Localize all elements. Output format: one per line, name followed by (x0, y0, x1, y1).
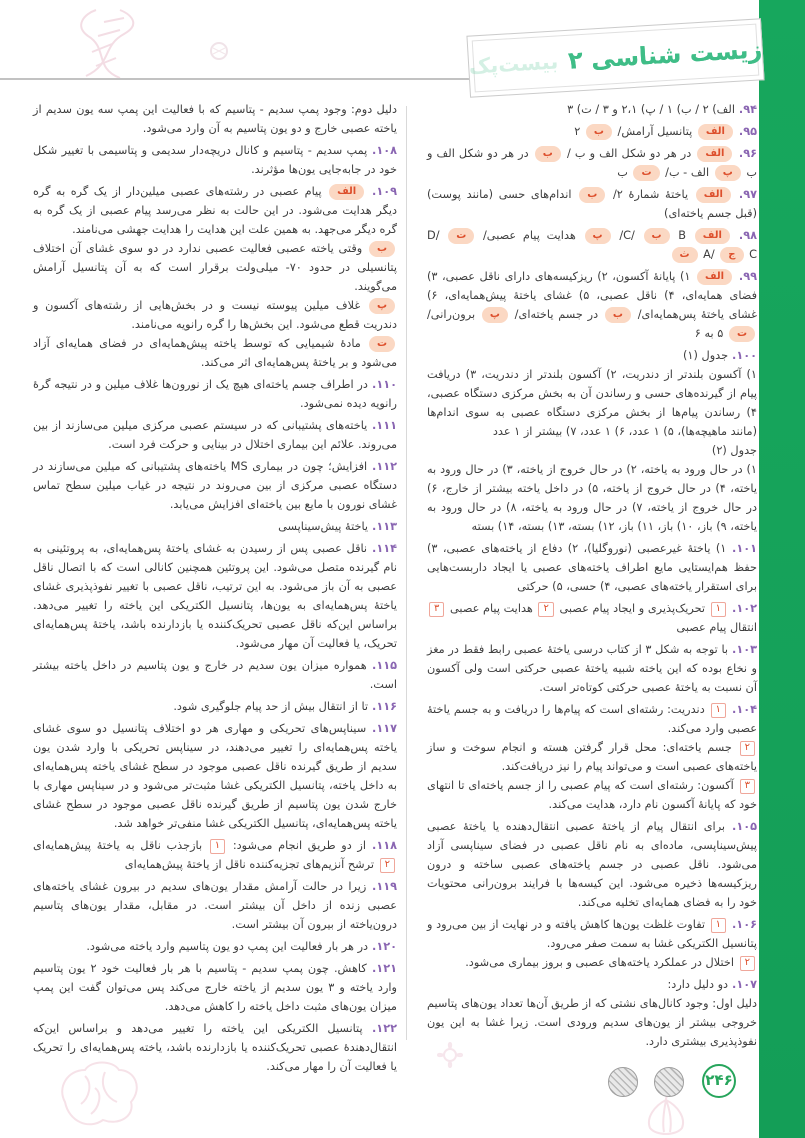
answer-choice-pill: پ (715, 165, 741, 181)
answer-part-box: ۳ (429, 602, 444, 617)
answer-item: ۲ اختلال در عملکرد یاخته‌های عصبی و بروز بیماری می‌شود. (427, 953, 757, 972)
answer-item: ۹۵. الف پتانسیل آرامش/ ب ۲ (574, 125, 757, 138)
answer-item: ۱۱۴. ناقل عصبی پس از رسیدن به غشای یاختهٔ پس‌همایه‌ای، به پروتئینی به نام گیرنده متصل می‌شود. این پروتئین همچنین کانالی است که با اتصال ناقل عصبی به آن باز می‌شود. به این ترتیب، ناقل عصبی با تغییر نفوذپذیری غشای یاختهٔ پس‌همایه‌ای به یون‌ها، پتانسیل الکتریکی این یاخته را تغییر می‌دهد. براساس این‌که ناقل عصبی تحریک‌کننده یا بازدارنده باشد، یاختهٔ پس‌همایه‌ای تحریک، یا فعالیت آن مهار می‌شود. (33, 542, 397, 650)
answer-item: ب وقتی یاخته عصبی فعالیت عصبی ندارد در دو سوی غشای آن اختلاف پتانسیلی در حدود ۷۰- میلی‌ولت برقرار است که به آن پتانسیل آرامش می‌گویند. (33, 242, 397, 293)
answer-item: ۱۰۵. برای انتقال پیام از یاختهٔ عصبی انتقال‌دهنده یا یاختهٔ عصبی پیش‌سیناپسی، ماده‌ای به نام ناقل عصبی در فضای سیناپسی آزاد می‌شود. ناقل عصبی در جسم یاخته‌های عصبی ساخته و درون ریزکیسه‌ها ذخیره می‌شود. این کیسه‌ها با فرایند برون‌رانی محتویات خود را به فضای همایه‌ای تخلیه می‌کند. (427, 820, 757, 909)
item-number: ۱۰۳. (728, 643, 757, 656)
answer-part-box: ۲ (740, 956, 755, 971)
hatched-circle-decoration (654, 1067, 684, 1097)
answer-item: ۹۴. الف) ۲ / ب) ۱ / پ) ۲،۱ و ۳ / ت) ۳ (567, 103, 757, 116)
answer-item: ۱۰۰. جدول (۱) (683, 349, 757, 362)
item-number: ۹۸. (731, 229, 758, 242)
answer-item: ۱۱۰. در اطراف جسم یاخته‌ای هیچ یک از نورون‌ها غلاف میلین و در نتیجه گرهٔ رانویه دیده نمی‌شود. (33, 378, 397, 410)
answer-choice-pill: پ (482, 307, 508, 323)
answer-item: ۱۰۹. الف پیام عصبی در رشته‌های عصبی میلین‌دار از یک گره به گره دیگر هدایت می‌شود. در این حالت به نظر می‌رسد پیام عصبی از یک گره به گره دیگر می‌جهد. به همین علت این هدایت را هدایت جهشی می‌نامند. (33, 185, 397, 236)
answer-item: ۹۷. الف یاختهٔ شمارهٔ ۲/ ب اندام‌های حسی (مانند پوست) (قبل جسم یاخته‌ای) (427, 188, 758, 220)
answer-item: ۱۱۱. یاخته‌های پشتیبانی که در سیستم عصبی مرکزی میلین می‌سازند از بین می‌روند. علائم این بیماری اختلال در بینایی و حرکت فرد است. (33, 419, 397, 451)
answer-item: ۱۲۲. پتانسیل الکتریکی این یاخته را تغییر می‌دهد و براساس این‌که انتقال‌دهندهٔ عصبی تحریک‌کننده یا بازدارنده باشد، یاخته پس‌همایه‌ای را تحریک یا فعالیت آن را مهار می‌کند. (33, 1022, 397, 1073)
answer-choice-pill: الف (695, 228, 730, 244)
answer-choice-pill: ت (369, 336, 395, 352)
answer-choice-pill: ت (448, 228, 474, 244)
answer-choice-pill: ب (605, 307, 631, 323)
answer-part-box: ۲ (380, 858, 395, 873)
answer-item: پ غلاف میلین پیوسته نیست و در بخش‌هایی از رشته‌های آکسون و دندریت قطع می‌شود. این بخش‌ها را گره رانویه می‌نامند. (33, 299, 397, 331)
answer-part-box: ۳ (740, 779, 755, 794)
item-number: ۹۵. (734, 125, 757, 138)
item-number: ۱۱۳. (368, 520, 397, 533)
answer-item: ۱۰۳. با توجه به شکل ۳ از کتاب درسی یاختهٔ عصبی رابط فقط در مغز و نخاع بوده که این یاخته شبیه یاختهٔ عصبی حرکتی است ولی آکسون آن نسبت به یاختهٔ عصبی حرکتی کوتاه‌تر است. (427, 643, 757, 694)
answers-column-left (33, 100, 397, 1076)
green-edge-strip (759, 0, 805, 1138)
logo-faint-text: بیست‌پک (468, 49, 559, 79)
answer-choice-pill: پ (369, 298, 395, 314)
answer-choice-pill: ت (633, 165, 659, 181)
item-number: ۱۰۷. (728, 978, 757, 991)
item-number: ۱۱۵. (366, 659, 397, 672)
page-number-badge: ۲۴۶ (702, 1064, 736, 1098)
item-number: ۱۰۴. (727, 703, 757, 716)
answer-choice-pill: پ (585, 228, 611, 244)
item-number: ۱۱۷. (366, 722, 397, 735)
item-number: ۱۱۱. (367, 419, 397, 432)
answer-choice-pill: الف (329, 184, 364, 200)
answer-item: ۱۱۹. زیرا در حالت آرامش مقدار یون‌های سدیم در بیرون غشای یاخته‌های عصبی زنده از داخل آن بیشتر است. در مقابل، مقدار یون‌های پتاسیم درون‌یاخته از بیرون آن بیشتر است. (33, 880, 397, 931)
answer-part-box: ۱ (711, 703, 726, 718)
answer-choice-pill: ب (586, 124, 612, 140)
answer-item: جدول (۲) (711, 444, 757, 457)
item-number: ۱۰۹. (366, 185, 397, 198)
answer-item: ۱۰۴. ۱ دندریت: رشته‌ای است که پیام‌ها را دریافت و به جسم یاختهٔ عصبی وارد می‌کند. (427, 703, 757, 735)
item-number: ۱۲۱. (366, 962, 397, 975)
answer-choice-pill: الف (697, 146, 732, 162)
answer-item: ۱) آکسون بلندتر از دندریت، ۲) آکسون بلندتر از دندریت، ۳) دریافت پیام از گیرنده‌های حسی و رساندن آن به بخش مرکزی دستگاه عصبی، ۴) رساندن پیام‌ها از بخش مرکزی دستگاه عصبی به سوی اندام‌ها (مانند ماهیچه‌ها)، ۵) ۱ عدد، ۶) ۱ عدد، ۷) بیشتر از ۱ عدد (427, 368, 757, 438)
item-number: ۱۲۰. (368, 940, 397, 953)
answer-item: ۱۲۰. در هر بار فعالیت این پمپ دو یون پتاسیم وارد یاخته می‌شود. (86, 940, 397, 953)
book-logo-frame (468, 24, 763, 93)
answers-column-right (427, 100, 757, 1051)
answer-item: ۱) در حال ورود به یاخته، ۲) در حال خروج از یاخته، ۳) در حال ورود به یاخته، ۴) در حال خروج از یاخته، ۵) در داخل یاخته بیشتر از خارج، ۶) در حال خروج از یاخته، ۷) در حال ورود به یاخته، ۸) در حال ورود به یاخته، ۹) باز، ۱۰) باز، ۱۱) باز، ۱۲) بسته، ۱۳) بسته، ۱۴) بسته (427, 463, 757, 533)
item-number: ۱۱۶. (368, 700, 397, 713)
answer-item: دلیل دوم: وجود پمپ سدیم - پتاسیم که با فعالیت این پمپ سه یون سدیم از یاخته عصبی خارج و دو یون پتاسیم به آن وارد می‌شود. (33, 103, 397, 135)
answer-choice-pill: الف (696, 187, 731, 203)
answer-choice-pill: الف (697, 269, 732, 285)
item-number: ۱۲۲. (362, 1022, 397, 1035)
item-number: ۱۱۴. (367, 542, 397, 555)
item-number: ۱۰۶. (728, 918, 757, 931)
answer-item: ۱۰۱. ۱) یاختهٔ غیرعصبی (نوروگلیا)، ۲) دفاع از یاخته‌های عصبی، ۳) حفظ هم‌ایستایی مایع اطراف یاخته‌های عصبی یا ایجاد داربست‌هایی برای استقرار یاخته‌های عصبی، ۴) حسی، ۵) حرکتی (427, 542, 757, 593)
logo-title-text: زیست شناسی ۲ (567, 35, 763, 75)
answer-item: ۱۱۷. سیناپس‌های تحریکی و مهاری هر دو اختلاف پتانسیل دو سوی غشای یاخته پس‌همایه‌ای را تغییر می‌دهند، در سیناپس تحریکی با وارد شدن یون سدیم از طریق گیرنده ناقل عصبی موجود در سطح غشای یاخته پس‌همایه‌ای به داخل یاخته، پتانسیل الکتریکی غشا مثبت‌تر می‌شود و در سیناپس مهاری با خارج شدن یون پتاسیم از طریق گیرنده ناقل عصبی موجود در سطح غشای یاخته پس‌همایه‌ای، پتانسیل الکتریکی غشا منفی‌تر خواهد شد. (33, 722, 397, 830)
answer-item: ۱۱۵. همواره میزان یون سدیم در خارج و یون پتاسیم در داخل یاخته بیشتر است. (33, 659, 397, 691)
answer-item: ت مادهٔ شیمیایی که توسط یاخته پیش‌همایه‌ای در فضای همایه‌ای آزاد می‌شود و بر یاختهٔ پس‌همایه‌ای اثر می‌کند. (33, 337, 397, 369)
item-number: ۱۰۱. (726, 542, 757, 555)
item-number: ۹۴. (734, 103, 757, 116)
answer-part-box: ۱ (210, 839, 225, 854)
answer-item: ۱۰۸. پمپ سدیم - پتاسیم و کانال دریچه‌دار سدیمی و پتاسیمی با تغییر شکل خود در جابه‌جایی یون‌ها مؤثرند. (33, 144, 397, 176)
answer-item: ۲ جسم یاخته‌ای: محل قرار گرفتن هسته و انجام سوخت و ساز یاخته‌های عصبی است و می‌تواند پیام را نیز دریافت‌کند. (427, 741, 757, 773)
item-number: ۱۱۸. (366, 839, 397, 852)
answer-choice-pill: ج (720, 247, 743, 263)
item-number: ۱۱۰. (367, 378, 397, 391)
answer-part-box: ۱ (711, 918, 726, 933)
circle-doodle-icon (208, 40, 230, 62)
answer-choice-pill: ب (579, 187, 605, 203)
answer-item: ۹۹. الف ۱) پایانهٔ آکسون، ۲) ریزکیسه‌های دارای ناقل عصبی، ۳) فضای همایه‌ای، ۴) ناقل عصبی، ۵) غشای یاختهٔ پیش‌همایه‌ای، ۶) غشای یاختهٔ پس‌همایه‌ای/ ب در جسم یاخته‌ای/ پ برون‌رانی/ ت ۵ به ۶ (427, 270, 758, 340)
answer-item: ۱۰۶. ۱ تفاوت غلظت یون‌ها کاهش یافته و در نهایت از بین می‌رود و پتانسیل الکتریکی غشا به سمت صفر می‌رود. (427, 918, 757, 950)
item-number: ۱۰۰. (728, 349, 757, 362)
item-number: ۱۰۲. (728, 602, 757, 615)
answer-choice-pill: ب (644, 228, 670, 244)
answer-item: ۱۱۲. افزایش؛ چون در بیماری MS یاخته‌های پشتیبانی که میلین می‌سازند در دستگاه عصبی مرکزی از بین می‌روند در نتیجه در غیاب میلین سطح تماس غشای نورون با مایع بین یاخته‌ای افزایش می‌یابد. (33, 460, 397, 511)
answer-item: ۹۶. الف در هر دو شکل الف و ب / ب در هر دو شکل الف و ب پ الف - ب/ ت ب (427, 147, 758, 179)
item-number: ۹۷. (732, 188, 758, 201)
answer-choice-pill: ت (729, 326, 755, 342)
header-rule (0, 78, 473, 80)
answer-item: دلیل اول: وجود کانال‌های نشتی که از طریق آن‌ها تعداد یون‌های پتاسیم خروجی بیشتر از یون‌های سدیم ورودی است. زیرا غشا به این یون نفوذپذیری بیشتری دارد. (427, 997, 757, 1048)
answer-part-box: ۱ (711, 602, 726, 617)
column-divider (406, 106, 407, 1040)
item-number: ۱۱۹. (366, 880, 397, 893)
answer-choice-pill: ث (672, 247, 698, 263)
answer-choice-pill: ب (535, 146, 561, 162)
answer-item: ۹۸. الف C/ ب B/ پ هدایت پیام عصبی/ ت D/ ث A/ ج C (427, 229, 758, 261)
answer-item: ۳ آکسون: رشته‌ای است که پیام عصبی را از جسم یاخته‌ای تا انتهای خود که پایانهٔ آکسون نام دارد، هدایت می‌کند. (427, 779, 757, 811)
answer-choice-pill: ب (369, 241, 395, 257)
dna-doodle-icon (72, 6, 142, 82)
answer-item: ۱۱۸. از دو طریق انجام می‌شود: ۱ بازجذب ناقل به یاختهٔ پیش‌همایه‌ای ۲ ترشح آنزیم‌های تجزیه‌کننده ناقل از یاختهٔ پیش‌همایه‌ای (33, 839, 397, 871)
answer-part-box: ۲ (538, 602, 553, 617)
item-number: ۱۰۵. (725, 820, 757, 833)
answer-item: ۱۱۳. یاختهٔ پیش‌سیناپسی (278, 520, 397, 533)
answer-choice-pill: الف (698, 124, 733, 140)
book-logo (466, 18, 764, 97)
garlic-doodle-icon (640, 1092, 692, 1138)
item-number: ۹۶. (734, 147, 758, 160)
hatched-circle-decoration (608, 1067, 638, 1097)
item-number: ۹۹. (734, 270, 758, 283)
item-number: ۱۰۸. (367, 144, 397, 157)
answer-item: ۱۲۱. کاهش. چون پمپ سدیم - پتاسیم با هر بار فعالیت خود ۲ یون پتاسیم وارد یاخته و ۳ یون سدیم از یاخته خارج می‌کند پس می‌توان گفت این پمپ میزان یون‌های مثبت داخل یاخته را کاهش می‌دهد. (33, 962, 397, 1013)
answer-item: ۱۱۶. تا از انتقال بیش از حد پیام جلوگیری شود. (173, 700, 397, 713)
answer-part-box: ۲ (740, 741, 755, 756)
answer-item: ۱۰۲. ۱ تحریک‌پذیری و ایجاد پیام عصبی ۲ هدایت پیام عصبی ۳ انتقال پیام عصبی (427, 599, 757, 637)
item-number: ۱۱۲. (367, 460, 397, 473)
answer-item: ۱۰۷. دو دلیل دارد: (667, 978, 757, 991)
